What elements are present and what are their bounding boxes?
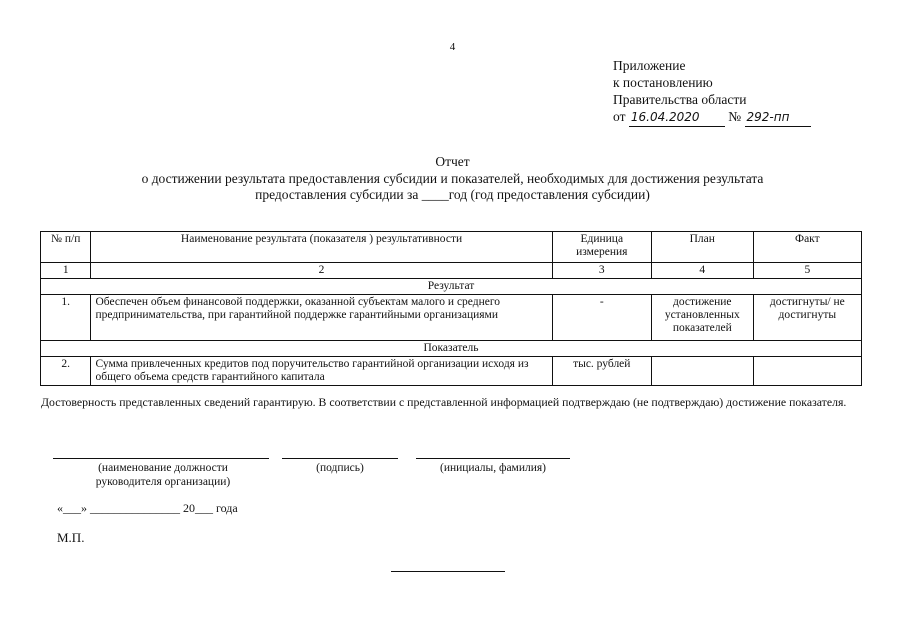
appendix-line-1: Приложение [613,58,686,73]
appendix-number: 292-пп [745,109,811,127]
column-number: 3 [552,263,651,279]
row-1-plan: достижение установленных показателей [651,295,753,341]
appendix-date-line [613,108,811,127]
section-row-result [41,279,862,295]
report-title: Отчет [435,154,470,169]
appendix-date: 16.04.2020 [629,109,725,127]
table-row [41,357,862,386]
section-row-indicator [41,341,862,357]
stamp-placeholder: М.П. [57,530,85,545]
appendix-line-3: Правительства области [613,92,747,107]
row-2-fact [753,357,861,386]
appendix-line-2: к постановлению [613,75,713,90]
row-1-fact: достигнуты/ не достигнуты [753,295,861,341]
header-unit: Единица измерения [552,232,651,263]
row-1-unit: - [552,295,651,341]
column-number-row [41,263,862,279]
column-number: 5 [753,263,861,279]
header-plan: План [651,232,753,263]
position-label: (наименование должности руководителя организации) [95,462,231,488]
name-signature-line [416,458,570,459]
appendix-header [613,57,811,127]
row-2-num: 2. [41,357,91,386]
report-table [40,231,862,386]
section-label-result: Результат [41,279,862,295]
header-num: № п/п [41,232,91,263]
name-label: (инициалы, фамилия) [439,462,547,474]
appendix-from-prefix: от [613,109,626,124]
page-number: 4 [449,41,456,53]
table-row [41,295,862,341]
column-number: 4 [651,263,753,279]
report-title-block [0,154,905,204]
report-subtitle-line-2: предоставления субсидии за ____год (год предоставления субсидии) [255,187,650,202]
header-fact: Факт [753,232,861,263]
row-2-name: Сумма привлеченных кредитов под поручительство гарантийной организации исходя из общего объема средств гарантийного капитала [91,357,552,386]
column-number: 2 [91,263,552,279]
signature-line [282,458,398,459]
certification-text: Достоверность представленных сведений гарантирую. В соответствии с представленной информацией подтверждаю (не подтверждаю) достижение показателя. [41,395,847,409]
row-2-unit: тыс. рублей [552,357,651,386]
position-signature-line [53,458,269,459]
bottom-divider [391,571,505,572]
table-header-row [41,232,862,263]
report-subtitle-line-1: о достижении результата предоставления субсидии и показателей, необходимых для достижения результата [141,170,764,186]
row-1-name: Обеспечен объем финансовой поддержки, оказанной субъектам малого и среднего предпринимательства, при гарантийной поддержке гарантийными организациями [91,295,552,341]
section-label-indicator: Показатель [41,341,862,357]
appendix-no-prefix: № [728,109,742,124]
signature-label: (подпись) [316,462,364,474]
row-2-plan [651,357,753,386]
column-number: 1 [41,263,91,279]
header-name: Наименование результата (показателя ) результативности [91,232,552,263]
row-1-num: 1. [41,295,91,341]
date-line: «___» _______________ 20___ года [57,501,238,515]
